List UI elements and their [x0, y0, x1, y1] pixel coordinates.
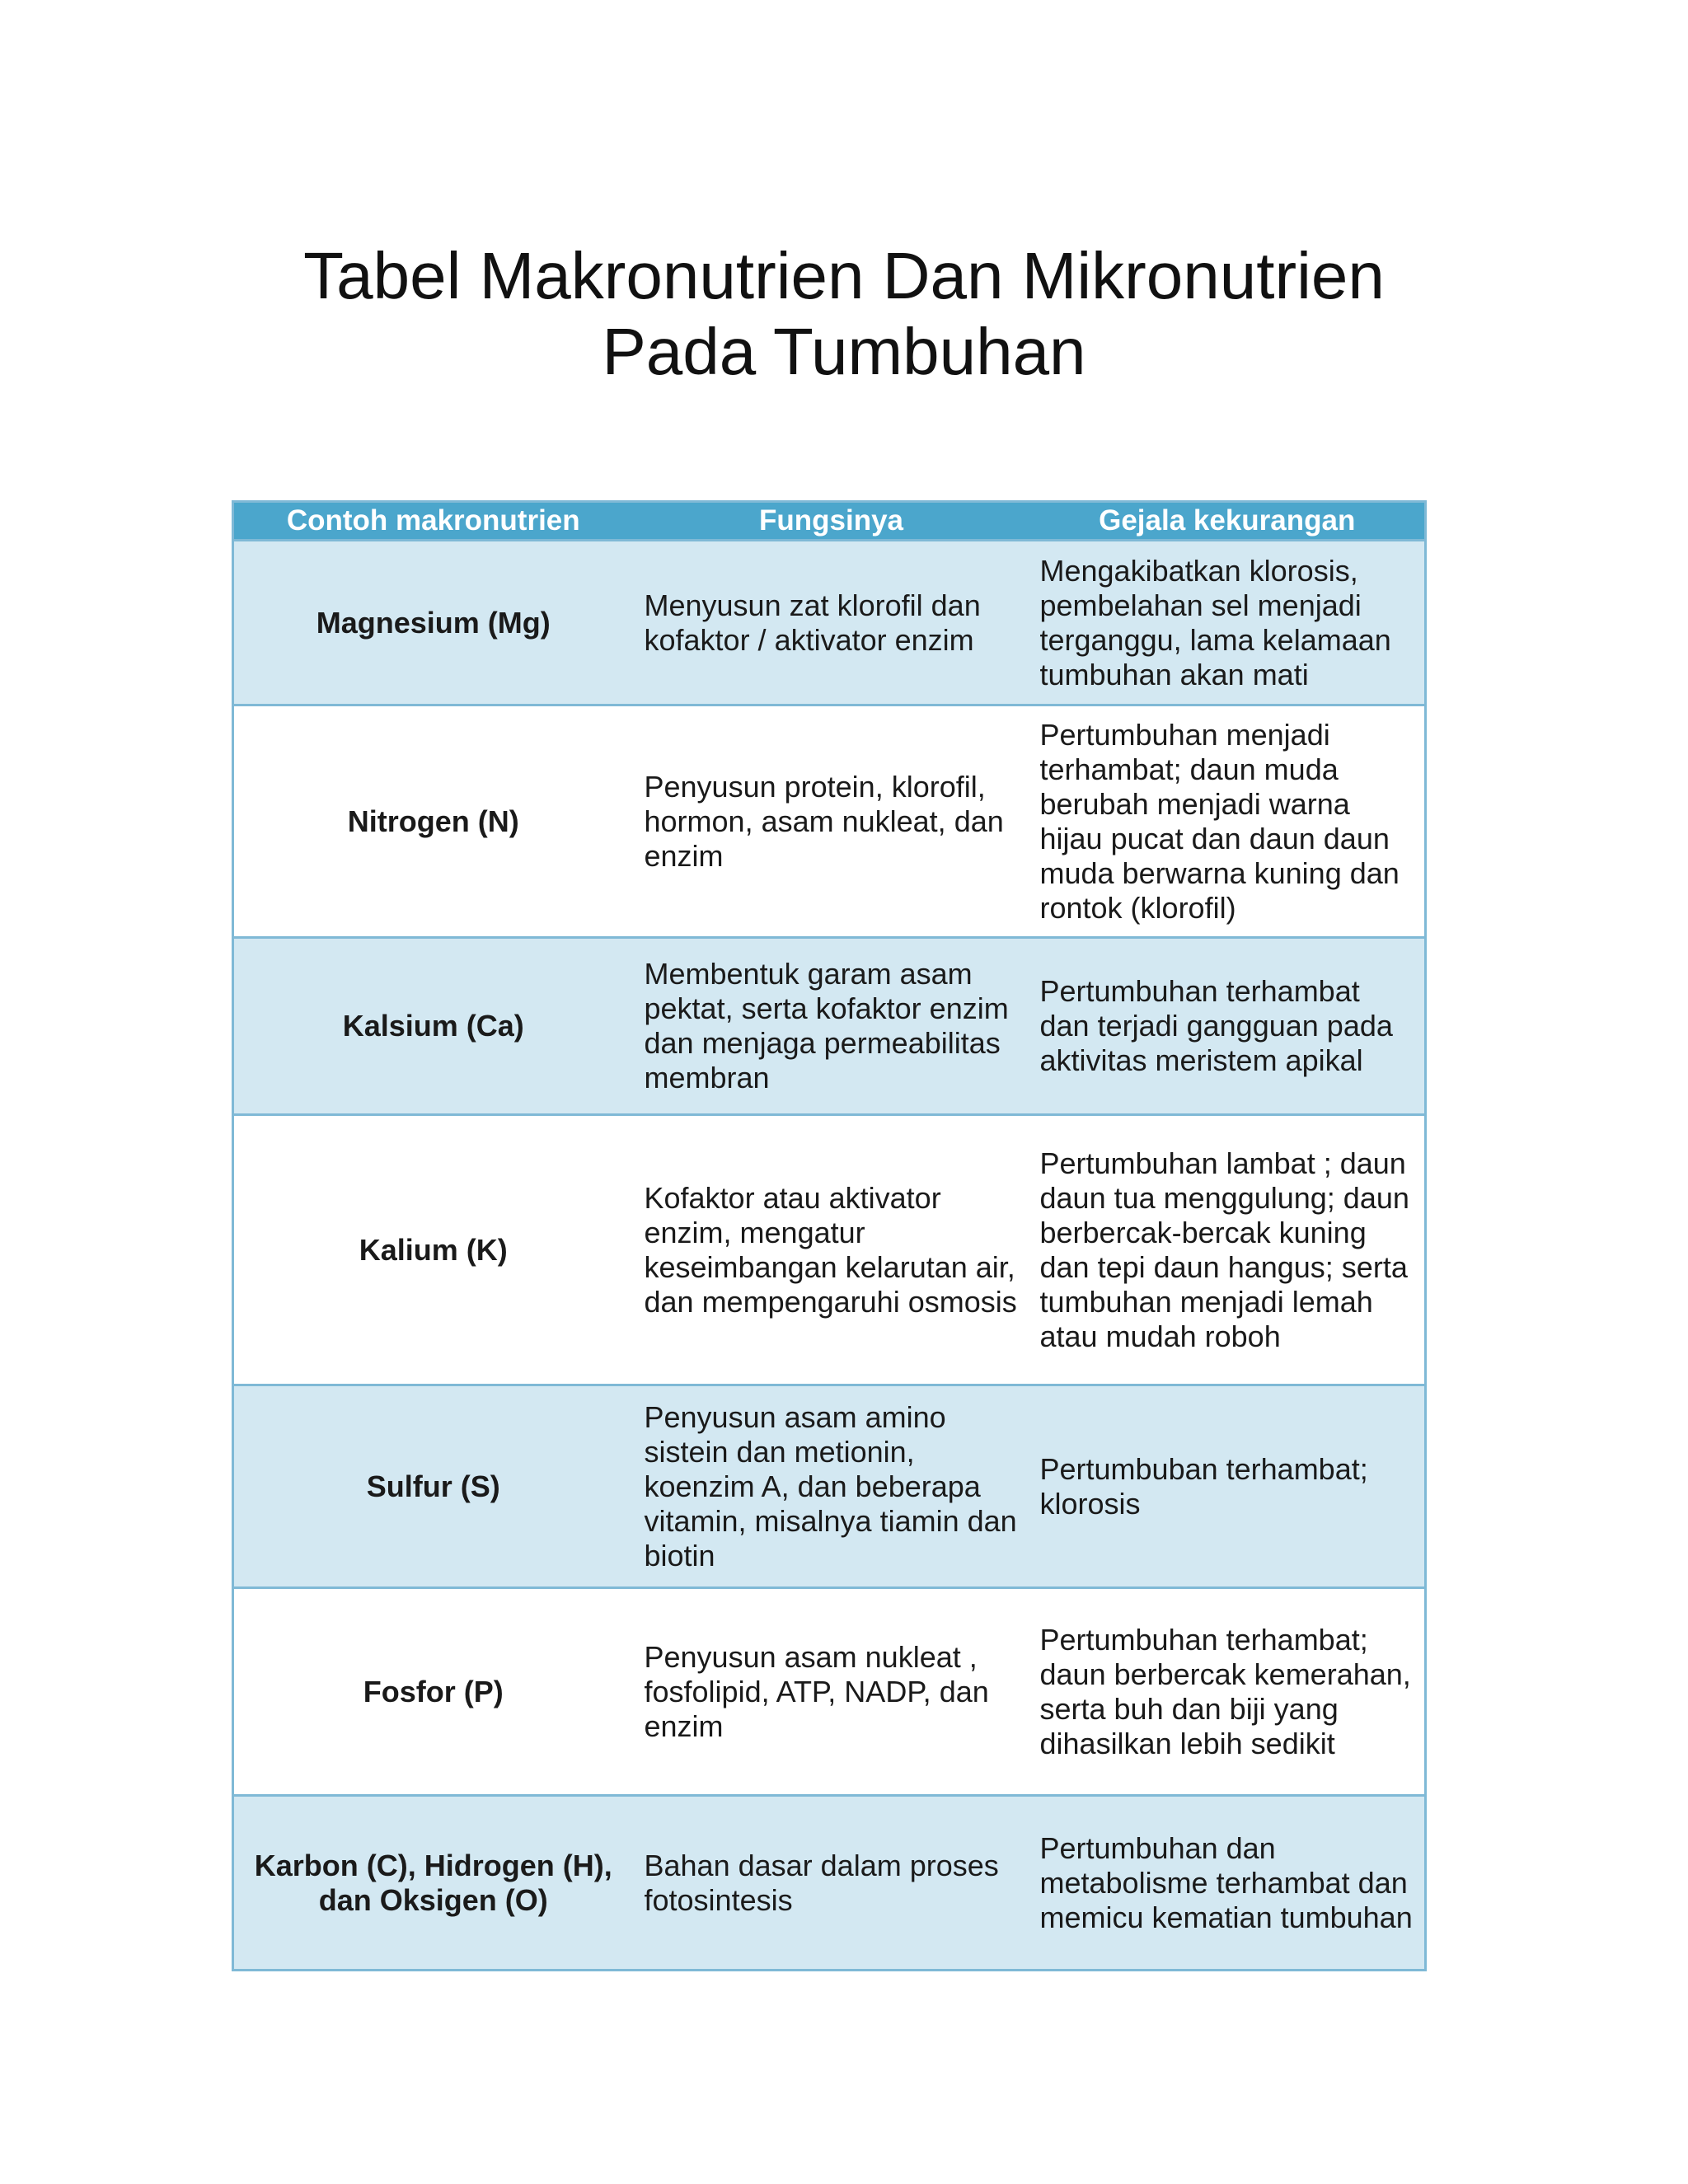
nutrient-function: Penyusun asam nukleat , fosfolipid, ATP, NADP, dan enzim	[633, 1588, 1030, 1796]
nutrient-name: Sulfur (S)	[233, 1385, 633, 1588]
table-row	[233, 1588, 1426, 1796]
deficiency-symptom: Pertumbuban terhambat; klorosis	[1030, 1385, 1426, 1588]
deficiency-symptom: Pertumbuhan lambat ; daun daun tua menggulung; daun berbercak-bercak kuning dan tepi daun hangus; serta tumbuhan menjadi lemah atau mudah roboh	[1030, 1115, 1426, 1385]
table-row	[233, 541, 1426, 705]
nutrient-function: Membentuk garam asam pektat, serta kofaktor enzim dan menjaga permeabilitas membran	[633, 938, 1030, 1115]
deficiency-symptom: Pertumbuhan dan metabolisme terhambat dan memicu kematian tumbuhan	[1030, 1796, 1426, 1971]
nutrient-name: Karbon (C), Hidrogen (H), dan Oksigen (O)	[233, 1796, 633, 1971]
table-row	[233, 1115, 1426, 1385]
column-header-deficiency: Gejala kekurangan	[1030, 502, 1426, 541]
page-title-line-2: Pada Tumbuhan	[602, 314, 1086, 388]
nutrient-function: Kofaktor atau aktivator enzim, mengatur keseimbangan kelarutan air, dan mempengaruhi osmosis	[633, 1115, 1030, 1385]
deficiency-symptom: Pertumbuhan menjadi terhambat; daun muda berubah menjadi warna hijau pucat dan daun daun muda berwarna kuning dan rontok (klorofil)	[1030, 705, 1426, 938]
table-row	[233, 1796, 1426, 1971]
page-title-line-1: Tabel Makronutrien Dan Mikronutrien	[303, 238, 1385, 312]
nutrient-function: Menyusun zat klorofil dan kofaktor / aktivator enzim	[633, 541, 1030, 705]
nutrient-function: Penyusun asam amino sistein dan metionin, koenzim A, dan beberapa vitamin, misalnya tiamin dan biotin	[633, 1385, 1030, 1588]
table-row	[233, 705, 1426, 938]
nutrient-name: Kalium (K)	[233, 1115, 633, 1385]
nutrient-function: Penyusun protein, klorofil, hormon, asam nukleat, dan enzim	[633, 705, 1030, 938]
column-header-example: Contoh makronutrien	[233, 502, 633, 541]
nutrient-name: Fosfor (P)	[233, 1588, 633, 1796]
deficiency-symptom: Mengakibatkan klorosis, pembelahan sel menjadi terganggu, lama kelamaan tumbuhan akan mati	[1030, 541, 1426, 705]
nutrient-table	[232, 500, 1427, 1971]
deficiency-symptom: Pertumbuhan terhambat dan terjadi gangguan pada aktivitas meristem apikal	[1030, 938, 1426, 1115]
deficiency-symptom: Pertumbuhan terhambat; daun berbercak kemerahan, serta buh dan biji yang dihasilkan lebih sedikit	[1030, 1588, 1426, 1796]
table-row	[233, 1385, 1426, 1588]
page-title	[0, 238, 1688, 390]
table-header-row	[233, 502, 1426, 541]
table-row	[233, 938, 1426, 1115]
nutrient-name: Magnesium (Mg)	[233, 541, 633, 705]
nutrient-function: Bahan dasar dalam proses fotosintesis	[633, 1796, 1030, 1971]
nutrient-name: Nitrogen (N)	[233, 705, 633, 938]
column-header-function: Fungsinya	[633, 502, 1030, 541]
nutrient-name: Kalsium (Ca)	[233, 938, 633, 1115]
